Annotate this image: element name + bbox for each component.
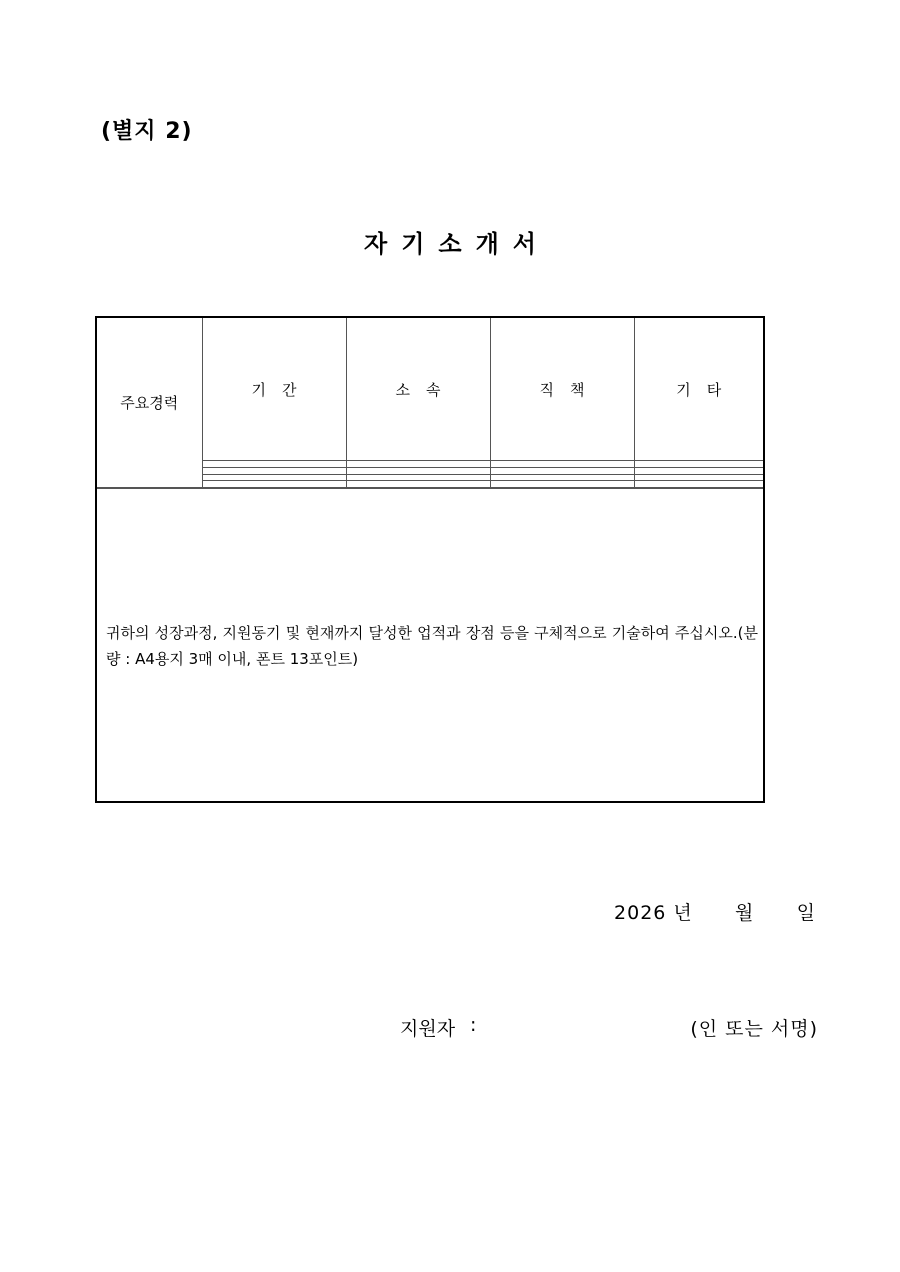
career-cell-period[interactable] bbox=[202, 468, 346, 475]
career-cell-position[interactable] bbox=[490, 461, 634, 468]
career-cell-affiliation[interactable] bbox=[346, 468, 490, 475]
career-cell-other[interactable] bbox=[634, 481, 763, 488]
career-cell-affiliation[interactable] bbox=[346, 461, 490, 468]
self-introduction-form bbox=[95, 316, 765, 803]
date-year-unit: 년 bbox=[673, 902, 693, 924]
document-title: 자기소개서 bbox=[364, 230, 550, 258]
career-row-header: 주요경력 bbox=[97, 318, 202, 488]
career-cell-other[interactable] bbox=[634, 468, 763, 475]
signature-note: (인 또는 서명) bbox=[690, 1018, 818, 1040]
section-divider bbox=[97, 488, 763, 489]
annex-label: (별지 2) bbox=[101, 119, 193, 144]
career-cell-other[interactable] bbox=[634, 474, 763, 481]
career-cell-other[interactable] bbox=[634, 461, 763, 468]
career-cell-position[interactable] bbox=[490, 481, 634, 488]
date-day-unit: 일 bbox=[796, 902, 816, 924]
career-cell-affiliation[interactable] bbox=[346, 481, 490, 488]
career-cell-period[interactable] bbox=[202, 481, 346, 488]
applicant-colon: : bbox=[470, 1014, 477, 1036]
column-header-period: 기간 bbox=[202, 318, 346, 461]
column-header-affiliation: 소속 bbox=[346, 318, 490, 461]
instruction-text: 귀하의 성장과정, 지원동기 및 현재까지 달성한 업적과 장점 등을 구체적으로 기술하여 주십시오.(분량 : A4용지 3매 이내, 폰트 13포인트) bbox=[106, 624, 758, 668]
applicant-label: 지원자 bbox=[400, 1018, 456, 1040]
career-cell-affiliation[interactable] bbox=[346, 474, 490, 481]
career-cell-period[interactable] bbox=[202, 474, 346, 481]
date-line bbox=[614, 898, 816, 925]
career-cell-position[interactable] bbox=[490, 474, 634, 481]
career-cell-period[interactable] bbox=[202, 461, 346, 468]
column-header-other: 기타 bbox=[634, 318, 763, 461]
date-year: 2026 bbox=[614, 902, 667, 924]
career-table bbox=[97, 318, 763, 488]
career-header-row bbox=[97, 318, 763, 461]
column-header-position: 직책 bbox=[490, 318, 634, 461]
date-month-unit: 월 bbox=[735, 902, 755, 924]
career-cell-position[interactable] bbox=[490, 468, 634, 475]
